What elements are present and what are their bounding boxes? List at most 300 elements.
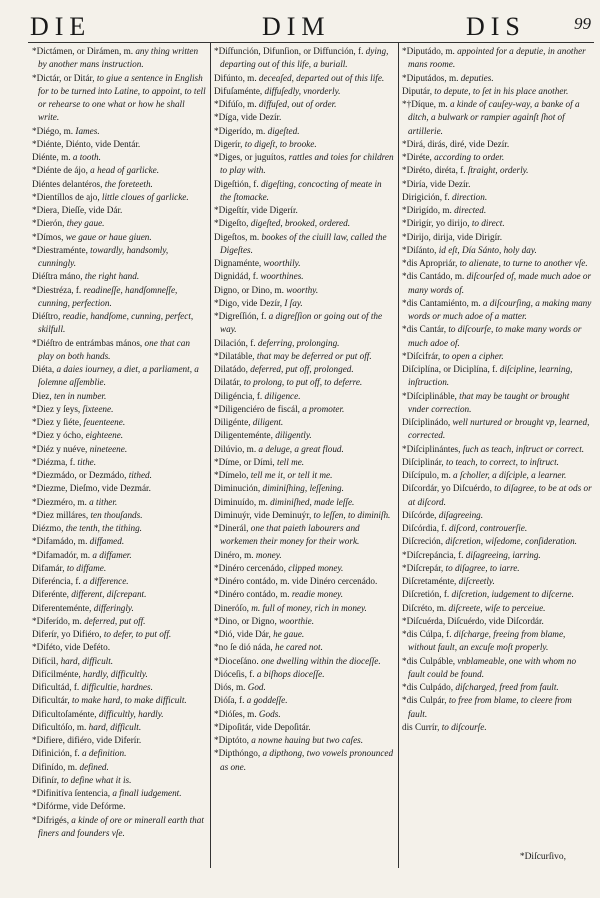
dictionary-entry: [402, 151, 592, 164]
entry-headword: Diez,: [32, 390, 52, 401]
dictionary-entry: [402, 655, 592, 682]
entry-definition: to define what it is.: [58, 774, 132, 785]
entry-definition: ten thouſands.: [88, 509, 143, 520]
dictionary-entry: [214, 45, 394, 72]
entry-headword: *Dioceſáno.: [214, 655, 259, 666]
dictionary-entry: [214, 522, 394, 549]
entry-headword: *Dierón,: [32, 218, 65, 229]
column-divider-1: [210, 42, 211, 868]
dictionary-entry: [32, 774, 206, 787]
entry-definition: digeſting, concocting of meate in the ſtomacke.: [220, 178, 382, 202]
entry-headword: *Dino, or Digno,: [214, 615, 277, 626]
entry-definition: to open a cipher.: [440, 350, 504, 361]
entry-headword: Difinír,: [32, 774, 59, 785]
entry-definition: a promoter.: [299, 403, 345, 414]
dictionary-entry: [214, 456, 394, 469]
dictionary-entry: [402, 509, 592, 522]
dictionary-entry: [402, 164, 592, 177]
entry-headword: Diſciplinádo,: [402, 417, 451, 427]
entry-headword: dis Currír,: [402, 721, 440, 732]
entry-headword: *Diptóto,: [214, 735, 249, 745]
entry-headword: *Diez y ſiéte,: [32, 417, 82, 427]
dictionary-entry: [32, 231, 206, 244]
entry-headword: Diſciplína, or Diciplína, f.: [402, 364, 498, 374]
entry-definition: diſcourſed of, made much adoe or many words of.: [408, 271, 592, 295]
dictionary-entry: [214, 297, 394, 310]
entry-headword: Diligénte,: [214, 417, 251, 427]
entry-headword: Digno, or Dino, m.: [214, 284, 284, 295]
entry-definition: we gaue or haue giuen.: [63, 231, 152, 242]
dictionary-entry: [402, 85, 592, 98]
entry-definition: a kinde of cauſey-way, a banke of a ditch, a bulwark or rampier againſt ſhot of artillerie.: [408, 99, 580, 136]
entry-headword: Diferéncia, f.: [32, 576, 81, 586]
entry-definition: that may be taught or brought vnder correction.: [408, 390, 570, 414]
entry-definition: diligence.: [262, 390, 301, 401]
dictionary-entry: [214, 708, 394, 721]
running-head-right: DIS: [466, 12, 526, 41]
dictionary-entry: [214, 72, 394, 85]
entry-headword: Digeſtos, m.: [214, 231, 260, 242]
entry-definition: to diſagree, to be at ods or at diſcord.: [408, 483, 592, 507]
entry-headword: *Digeſtír, vide Digerír.: [214, 205, 298, 215]
dictionary-entry: [214, 562, 394, 575]
entry-headword: Difúnto, m.: [214, 72, 257, 83]
entry-definition: a definition.: [79, 748, 127, 759]
dictionary-entry: [214, 641, 394, 654]
dictionary-entry: [402, 244, 592, 257]
dictionary-entry: [402, 191, 592, 204]
entry-headword: *Diezme, Dieſmo, vide Dezmár.: [32, 483, 151, 494]
entry-definition: any thing written by another mans instruction.: [38, 46, 199, 70]
entry-headword: *Diría, vide Dezír.: [402, 178, 471, 189]
dictionary-entry: [32, 641, 206, 654]
entry-definition: m. full of money, rich in money.: [248, 602, 367, 613]
entry-definition: to leſſen, to diminiſh.: [311, 509, 391, 520]
entry-definition: diligently.: [272, 430, 312, 441]
dictionary-entry: [32, 800, 206, 813]
entry-definition: Iames.: [73, 125, 100, 136]
entry-headword: *Dirá, dirás, diré, vide Dezír.: [402, 138, 510, 149]
entry-definition: a daies iourney, a diet, a parliament, a ſolemne aſſemblie.: [38, 364, 199, 388]
dictionary-entry: [214, 469, 394, 482]
dictionary-entry: [402, 323, 592, 350]
entry-headword: *Difórme, vide Defórme.: [32, 801, 126, 812]
entry-headword: *Diſcrepáncia, f.: [402, 549, 464, 560]
entry-headword: Dignidád, f.: [214, 271, 259, 282]
entry-headword: Diéntes delantéros,: [32, 178, 103, 189]
entry-definition: woorthily.: [261, 258, 301, 268]
dictionary-entry: [32, 509, 206, 522]
entry-headword: *dis Apropriár,: [402, 258, 458, 268]
dictionary-entry: [32, 469, 206, 482]
entry-headword: *Dictámen, or Dirámen, m.: [32, 46, 134, 56]
entry-headword: Diferír, yo Difiéro,: [32, 629, 102, 639]
entry-headword: *Dímos,: [32, 231, 64, 242]
dictionary-entry: [32, 694, 206, 707]
dictionary-entry: [214, 231, 394, 258]
entry-definition: appointed for a deputie, in another mans roome.: [408, 46, 586, 70]
entry-headword: Diézmo,: [32, 523, 64, 533]
entry-headword: Diſcordár, yo Diſcuérdo,: [402, 483, 492, 494]
entry-definition: diffamed.: [87, 536, 125, 547]
entry-headword: *Diligenciéro de fiscál,: [214, 403, 300, 414]
entry-definition: a head of garlicke.: [87, 165, 160, 176]
entry-headword: *Dirijo, dirija, vide Dirigír.: [402, 231, 503, 242]
entry-definition: clipped money.: [285, 562, 344, 573]
dictionary-entry: [214, 111, 394, 124]
entry-definition: woorthy.: [283, 284, 319, 295]
entry-headword: Dilatár,: [214, 377, 242, 388]
entry-headword: Difícilménte,: [32, 668, 81, 679]
entry-headword: *Diréte,: [402, 152, 432, 162]
dictionary-entry: [214, 363, 394, 376]
entry-definition: the right hand.: [82, 271, 140, 282]
entry-headword: Dilatádo,: [214, 364, 248, 374]
entry-headword: *dis Culpádo,: [402, 682, 454, 692]
dictionary-entry: [32, 217, 206, 230]
dictionary-entry: [32, 429, 206, 442]
dictionary-entry: [32, 549, 206, 562]
entry-definition: different, diſcrepant.: [68, 589, 147, 600]
entry-headword: Difinición, f.: [32, 748, 80, 759]
header-rule: [28, 42, 594, 43]
entry-headword: *Diſfunción, Difunſion, or Diffunción, f.: [214, 46, 364, 56]
dictionary-entry: [32, 681, 206, 694]
dictionary-entry: [32, 482, 206, 495]
dictionary-entry: [402, 297, 592, 324]
entry-definition: diſcreetly.: [456, 576, 495, 586]
dictionary-entry: [402, 522, 592, 535]
dictionary-entry: [32, 602, 206, 615]
column-3: [402, 45, 592, 849]
dictionary-entry: [32, 668, 206, 681]
entry-headword: *Difúſo, m.: [214, 99, 257, 109]
entry-headword: *dis Cantádo, m.: [402, 271, 465, 282]
dictionary-entry: [402, 588, 592, 601]
entry-headword: *Difiere, difiéro, vide Diferír.: [32, 735, 142, 745]
entry-headword: Diferenteménte,: [32, 602, 92, 613]
dictionary-entry: [214, 416, 394, 429]
dictionary-entry: [32, 310, 206, 337]
entry-definition: deferred, put off, prolonged.: [247, 364, 354, 374]
entry-definition: one that paieth labourers and workemen their money for their work.: [220, 523, 360, 547]
entry-definition: ſixteene.: [80, 403, 114, 414]
dictionary-entry: [402, 390, 592, 417]
dictionary-entry: [214, 747, 394, 774]
entry-definition: the foreteeth.: [102, 178, 153, 189]
entry-definition: according to order.: [431, 152, 505, 162]
dictionary-entry: [402, 469, 592, 482]
entry-headword: Diligenteménte,: [214, 430, 273, 441]
entry-definition: readineſſe, handſomneſſe, cunning, perfection.: [38, 284, 178, 308]
entry-headword: Diéſtra máno,: [32, 271, 83, 282]
entry-definition: difficultly, hardly.: [96, 708, 164, 719]
page-header: [30, 12, 595, 40]
dictionary-entry: [214, 482, 394, 495]
dictionary-entry: [402, 602, 592, 615]
dictionary-entry: [32, 522, 206, 535]
entry-headword: *Diénte de ájo,: [32, 165, 88, 176]
entry-definition: ſeuenteene.: [81, 417, 126, 427]
dictionary-entry: [214, 85, 394, 98]
dictionary-entry: [214, 284, 394, 297]
entry-definition: to depute, to ſet in his place another.: [432, 85, 569, 96]
entry-headword: Dióceſis, f.: [214, 668, 255, 679]
entry-definition: a difference.: [80, 576, 129, 586]
dictionary-entry: [214, 668, 394, 681]
dictionary-entry: [214, 390, 394, 403]
entry-definition: towardly, handsomly, cunningly.: [38, 244, 169, 268]
entry-headword: *dis Cúlpa, f.: [402, 629, 452, 639]
entry-headword: *Diſánto,: [402, 244, 437, 255]
dictionary-entry: [402, 443, 592, 456]
dictionary-entry: [32, 443, 206, 456]
dictionary-entry: [32, 138, 206, 151]
dictionary-entry: [32, 284, 206, 311]
entry-headword: Difamár,: [32, 562, 65, 573]
dictionary-entry: [214, 575, 394, 588]
dictionary-entry: [32, 734, 206, 747]
dictionary-entry: [32, 814, 206, 841]
entry-headword: Dificultár,: [32, 695, 70, 706]
dictionary-entry: [32, 191, 206, 204]
dictionary-entry: [32, 496, 206, 509]
entry-definition: to diſagree, to iarre.: [443, 562, 520, 573]
entry-definition: nineteene.: [87, 443, 128, 454]
entry-headword: *Diputádos, m.: [402, 72, 459, 83]
dictionary-entry: [32, 456, 206, 469]
entry-headword: Dinéro, m.: [214, 549, 254, 560]
entry-definition: a finall iudgement.: [110, 788, 182, 798]
dictionary-entry: [402, 270, 592, 297]
entry-definition: deceaſed, departed out of this life.: [256, 72, 385, 83]
entry-headword: Dificultóſo, m.: [32, 721, 87, 732]
dictionary-entry: [402, 482, 592, 509]
entry-definition: a diffamer.: [90, 549, 132, 560]
entry-headword: Dilación, f.: [214, 337, 256, 348]
entry-definition: they gaue.: [64, 218, 105, 229]
entry-definition: to defer, to put off.: [101, 629, 172, 639]
entry-headword: Diſciplinár,: [402, 456, 444, 467]
entry-definition: digeſted.: [265, 125, 300, 136]
dictionary-entry: [214, 694, 394, 707]
entry-headword: Dignaménte,: [214, 258, 262, 268]
entry-headword: *Díga, vide Dezír.: [214, 112, 282, 123]
entry-headword: *Diez milláres,: [32, 509, 89, 520]
dictionary-entry: [402, 363, 592, 390]
entry-headword: *Diéz y nuéve,: [32, 443, 88, 454]
dictionary-entry: [214, 257, 394, 270]
entry-definition: one dwelling within the dioceſſe.: [258, 655, 381, 666]
entry-definition: tell me.: [274, 456, 305, 467]
column-divider-2: [398, 42, 399, 868]
entry-headword: *Digreſſión, f.: [214, 311, 267, 321]
entry-headword: *Diſcuérda, Diſcuérdo, vide Diſcordár.: [402, 615, 544, 626]
dictionary-entry: [214, 270, 394, 283]
entry-headword: *Dinéro cercenádo,: [214, 562, 286, 573]
dictionary-entry: [32, 747, 206, 760]
entry-definition: to diſcourſe, to make many words or much adoe of.: [408, 324, 582, 348]
entry-headword: Diminución,: [214, 483, 261, 494]
running-head-center: DIM: [262, 12, 331, 41]
entry-headword: *Diezméro, m.: [32, 496, 87, 507]
dictionary-entry: [32, 416, 206, 429]
dictionary-entry: [214, 615, 394, 628]
dictionary-entry: [402, 535, 592, 548]
entry-headword: *Dinerál,: [214, 523, 249, 533]
dictionary-entry: [32, 45, 206, 72]
entry-definition: defined.: [77, 761, 109, 772]
dictionary-entry: [32, 244, 206, 271]
entry-headword: *dis Culpáble,: [402, 655, 456, 666]
dictionary-entry: [32, 588, 206, 601]
entry-headword: *Dientíllos de ajo,: [32, 191, 100, 202]
entry-headword: Difícil,: [32, 655, 59, 666]
dictionary-entry: [214, 337, 394, 350]
entry-headword: *Dilatáble,: [214, 350, 255, 361]
dictionary-entry: [402, 416, 592, 443]
entry-definition: to alienate, to turne to another vſe.: [457, 258, 588, 268]
entry-definition: directed.: [451, 205, 487, 215]
dictionary-entry: [214, 403, 394, 416]
column-1: [32, 45, 206, 867]
dictionary-entry: [214, 125, 394, 138]
entry-definition: tithed.: [126, 470, 152, 480]
entry-definition: I ſay.: [282, 297, 303, 308]
dictionary-entry: [214, 429, 394, 442]
entry-headword: *Diféto, vide Deféto.: [32, 642, 111, 653]
dictionary-entry: [402, 615, 592, 628]
entry-headword: Diós, m.: [214, 682, 246, 692]
entry-definition: a ſcholler, a diſciple, a learner.: [450, 470, 567, 480]
entry-headword: Diminuýr, vide Deminuýr,: [214, 509, 312, 520]
entry-headword: *Dirigír, yo dirijo,: [402, 218, 470, 229]
entry-headword: *†Díque, m.: [402, 99, 448, 109]
entry-headword: *Digerído, m.: [214, 125, 266, 136]
entry-headword: *Dictár, or Ditár,: [32, 72, 95, 83]
entry-definition: deputies.: [458, 72, 494, 83]
entry-headword: Dilúvio, m.: [214, 443, 257, 454]
entry-headword: Diſcretión, f.: [402, 589, 450, 600]
dictionary-entry: [32, 178, 206, 191]
entry-definition: to giue a sentence in English for to be turned into Latine, to appoint, to tell or rehearse to one what or how he shall write.: [38, 72, 206, 123]
dictionary-entry: [402, 98, 592, 138]
dictionary-entry: [32, 655, 206, 668]
dictionary-entry: [32, 125, 206, 138]
entry-headword: *dis Cantamiénto, m.: [402, 297, 481, 308]
column-2: [214, 45, 394, 867]
entry-definition: diſcharge, freeing from blame, without fault, an excuſe moſt properly.: [408, 629, 566, 653]
entry-definition: to diſcourſe.: [439, 721, 487, 732]
entry-headword: Diſcreción,: [402, 536, 444, 547]
dictionary-entry: [32, 390, 206, 403]
entry-definition: a tooth.: [70, 152, 101, 162]
entry-definition: tell me it, or tell it me.: [248, 470, 333, 480]
entry-definition: tithe.: [75, 456, 97, 467]
dictionary-entry: [402, 45, 592, 72]
dictionary-entry: [402, 72, 592, 85]
entry-definition: a deluge, a great floud.: [256, 443, 344, 454]
entry-headword: *Digeſto,: [214, 218, 249, 229]
entry-definition: to free from blame, to cleere from fault.: [408, 695, 572, 719]
entry-definition: hard, difficult.: [58, 655, 114, 666]
entry-definition: diminiſhed, made leſſe.: [267, 496, 355, 507]
entry-definition: dying, departing out of this life, a buriall.: [220, 46, 389, 70]
entry-definition: diſagreeing.: [436, 509, 484, 520]
dictionary-entry: [214, 443, 394, 456]
dictionary-entry: [214, 204, 394, 217]
entry-headword: *Digo, vide Dezír,: [214, 297, 283, 308]
entry-definition: diſcord, controuerſie.: [446, 523, 528, 533]
dictionary-entry: [32, 562, 206, 575]
page-number: 99: [574, 14, 591, 33]
entry-headword: *Difamadór, m.: [32, 549, 91, 560]
entry-definition: a diſcourſing, a making many words or much adoe of a matter.: [408, 297, 592, 321]
entry-definition: deferred, put off.: [81, 615, 146, 626]
entry-definition: woorthines.: [258, 271, 304, 282]
entry-headword: *Dinéro contádo, m.: [214, 589, 290, 600]
entry-headword: *Diges, or juguítos,: [214, 152, 287, 162]
entry-definition: readie money.: [289, 589, 344, 600]
entry-headword: *Diestraménte,: [32, 244, 88, 255]
entry-headword: *Dipthóngo,: [214, 748, 261, 759]
dictionary-entry: [32, 708, 206, 721]
entry-definition: to digeſt, to brooke.: [242, 138, 317, 149]
entry-definition: money.: [253, 549, 282, 560]
entry-headword: *Diezmádo, or Dezmádo,: [32, 470, 127, 480]
dictionary-entry: [402, 257, 592, 270]
entry-headword: *Difrigés,: [32, 814, 69, 825]
dictionary-entry: [214, 681, 394, 694]
dictionary-entry: [32, 535, 206, 548]
entry-headword: Diſcórde,: [402, 509, 437, 520]
entry-definition: id eſt, Día Sánto, holy day.: [436, 244, 537, 255]
dictionary-entry: [32, 204, 206, 217]
dictionary-entry: [402, 628, 592, 655]
entry-headword: *Dímelo,: [214, 470, 249, 480]
entry-definition: hard, difficult.: [86, 721, 142, 732]
entry-headword: *no ſe dió náda,: [214, 642, 273, 653]
entry-headword: *Dióſes, m.: [214, 708, 257, 719]
dictionary-entry: [214, 217, 394, 230]
dictionary-entry: [32, 363, 206, 390]
dictionary-entry: [214, 376, 394, 389]
dictionary-entry: [402, 575, 592, 588]
entry-definition: a tither.: [86, 496, 118, 507]
entry-definition: diffuſed, out of order.: [256, 99, 337, 109]
entry-definition: a nowne hauing but two caſes.: [248, 735, 364, 745]
entry-definition: to diffame.: [64, 562, 107, 573]
entry-headword: Diſcípulo, m.: [402, 470, 451, 480]
entry-definition: diſcretion, wiſedome, conſideration.: [443, 536, 577, 547]
dictionary-entry: [32, 575, 206, 588]
entry-definition: Gods.: [256, 708, 281, 719]
entry-definition: ſtraight, orderly.: [465, 165, 529, 176]
entry-headword: *dis Cantár,: [402, 324, 447, 335]
entry-definition: hardly, difficultly.: [80, 668, 148, 679]
entry-headword: *Diferído, m.: [32, 615, 82, 626]
entry-headword: *Diéſtro de entrámbas mános,: [32, 337, 143, 348]
entry-definition: eighteene.: [83, 430, 124, 441]
entry-headword: *Diez y ſeys,: [32, 403, 81, 414]
entry-headword: *Diſciplináble,: [402, 390, 457, 401]
entry-definition: one that can play on both hands.: [38, 337, 190, 361]
dictionary-entry: [32, 151, 206, 164]
entry-definition: diſcipline, learning, inſtruction.: [408, 364, 573, 388]
entry-headword: Dirigición, f.: [402, 191, 450, 202]
entry-headword: *Dipoſitár, vide Depoſitár.: [214, 721, 311, 732]
dictionary-entry: [32, 787, 206, 800]
